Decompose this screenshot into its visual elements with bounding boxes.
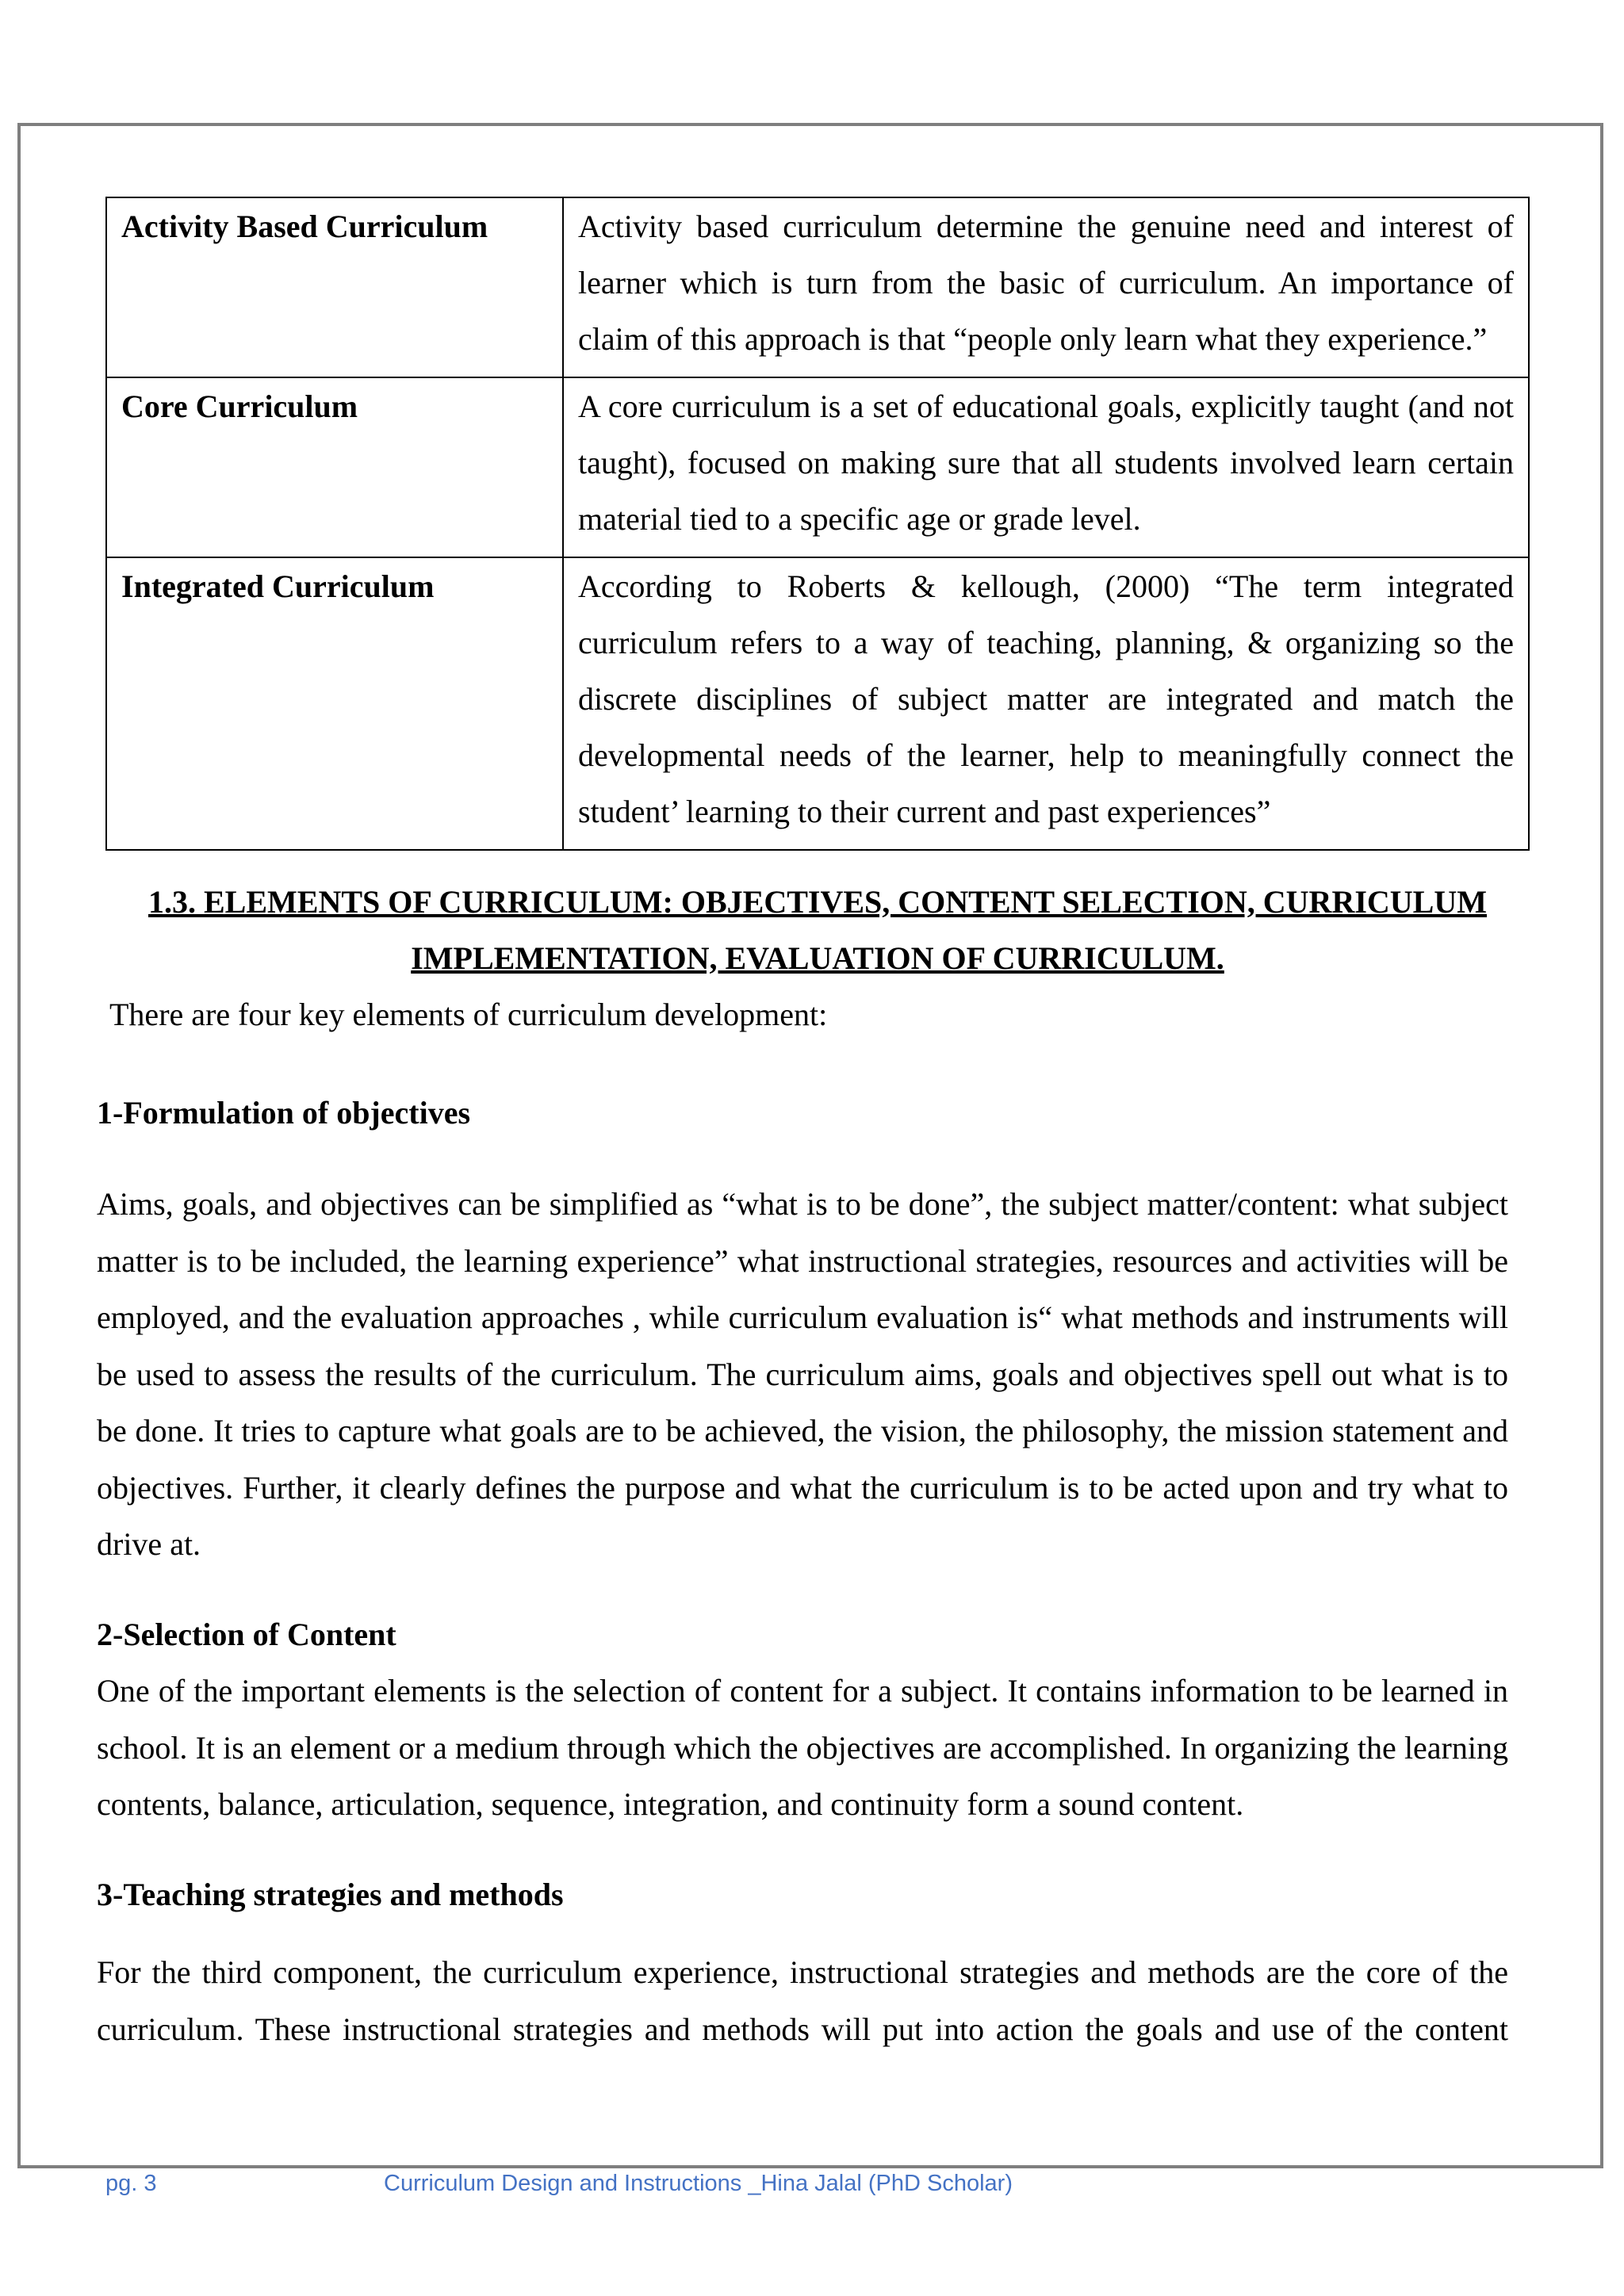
element-1-body: Aims, goals, and objectives can be simplified as “what is to be done”, the subject matter/content: what subject matter is to be included, the learning experience” what instructional strategies, resources and activities will be employed, and the evaluation approaches , while curriculum evaluation is“ what methods and instruments will be used to assess the results of the curriculum. The curriculum aims, goals and objectives spell out what is to be done. It tries to capture what goals are to be achieved, the vision, the philosophy, the mission statement and objectives. Further, it clearly defines the purpose and what the curriculum is to be acted upon and try what to drive at. bbox=[97, 1186, 1508, 1562]
footer-title: Curriculum Design and Instructions _Hina Jalal (PhD Scholar) bbox=[384, 2171, 1013, 2196]
table-row bbox=[106, 197, 1529, 377]
element-3-body: For the third component, the curriculum experience, instructional strategies and methods are the core of the curriculum. These instructional strategies and methods will put into action the goals and use of the content bbox=[97, 1954, 1508, 2047]
table-description-cell: A core curriculum is a set of educational goals, explicitly taught (and not taught), focused on making sure that all students involved learn certain material tied to a specific age or grade level. bbox=[563, 377, 1529, 557]
section-heading bbox=[105, 874, 1530, 986]
table-term-cell: Core Curriculum bbox=[106, 377, 563, 557]
element-2-title: 2-Selection of Content bbox=[97, 1617, 396, 1652]
footer-page-number: pg. 3 bbox=[105, 2171, 157, 2196]
element-3-title: 3-Teaching strategies and methods bbox=[97, 1877, 564, 1912]
section-intro: There are four key elements of curriculum development: bbox=[109, 997, 828, 1032]
table-term-cell: Integrated Curriculum bbox=[106, 557, 563, 850]
element-2-body: One of the important elements is the selection of content for a subject. It contains information to be learned in school. It is an element or a medium through which the objectives are accomplished. In organizing the learning contents, balance, articulation, sequence, integration, and continuity form a sound content. bbox=[97, 1673, 1508, 1822]
table-description-cell: Activity based curriculum determine the genuine need and interest of learner which is turn from the basic of curriculum. An importance of claim of this approach is that “people only learn what they experience.” bbox=[563, 197, 1529, 377]
table-row bbox=[106, 557, 1529, 850]
section-heading-line2: IMPLEMENTATION, EVALUATION OF CURRICULUM. bbox=[411, 940, 1224, 976]
section-heading-line1: 1.3. ELEMENTS OF CURRICULUM: OBJECTIVES, CONTENT SELECTION, CURRICULUM bbox=[147, 884, 1487, 920]
table-row bbox=[106, 377, 1529, 557]
element-1-title: 1-Formulation of objectives bbox=[97, 1095, 471, 1131]
curriculum-types-table bbox=[105, 197, 1530, 851]
table-description-cell: According to Roberts & kellough, (2000) “The term integrated curriculum refers to a way of teaching, planning, & organizing so the discrete disciplines of subject matter are integrated and match the developmental needs of the learner, help to meaningfully connect the student’ learning to their current and past experiences” bbox=[563, 557, 1529, 850]
table-term-cell: Activity Based Curriculum bbox=[106, 197, 563, 377]
